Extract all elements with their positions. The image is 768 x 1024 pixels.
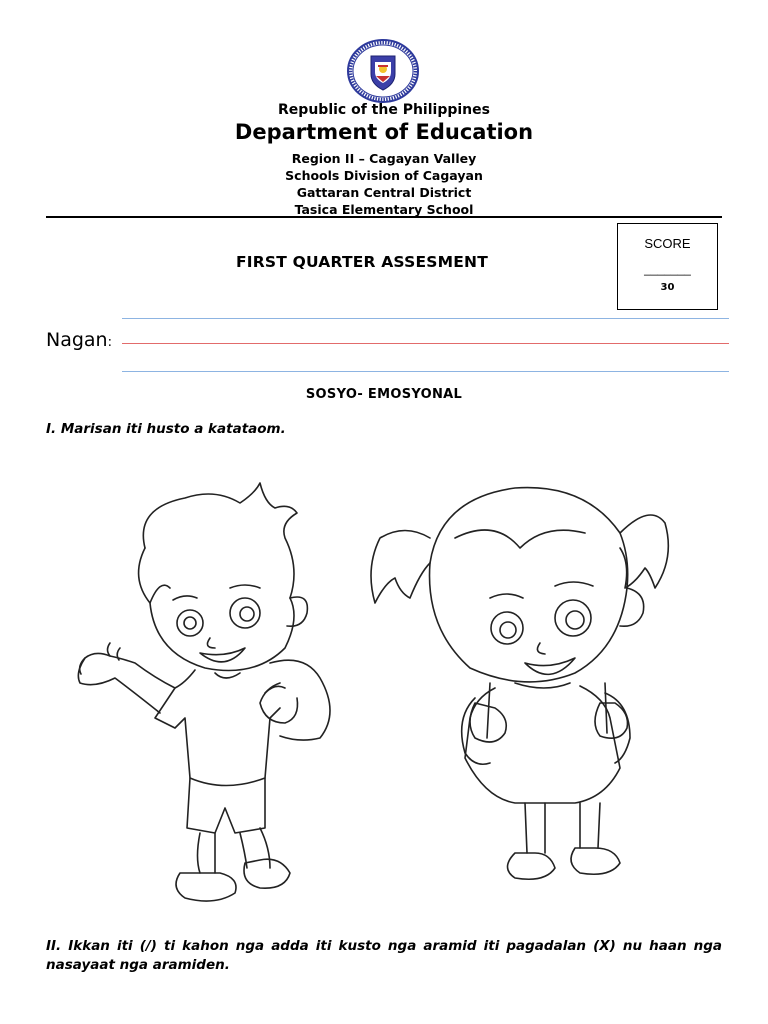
name-label (46, 329, 112, 351)
score-label: SCORE (644, 236, 691, 251)
department-heading: Department of Education (234, 120, 534, 144)
region-line: Region II – Cagayan Valley (291, 151, 477, 166)
score-total: 30 (660, 282, 675, 293)
writing-guide-bottom (122, 371, 729, 372)
writing-guide-mid[interactable] (122, 343, 729, 344)
district-line: Gattaran Central District (296, 185, 472, 200)
school-line: Tasica Elementary School (294, 202, 474, 217)
subject-heading: SOSYO- EMOSYONAL (305, 387, 463, 402)
division-line: Schools Division of Cagayan (285, 168, 483, 183)
name-label-colon: : (107, 335, 112, 350)
name-label-text: Nagan (46, 329, 108, 351)
republic-heading: Republic of the Philippines (278, 102, 490, 118)
children-coloring-illustration[interactable] (75, 478, 675, 908)
writing-guide-top (122, 318, 729, 319)
boy-figure (78, 483, 330, 901)
score-box (617, 223, 718, 310)
header-divider (46, 216, 722, 218)
assessment-title: FIRST QUARTER ASSESMENT (236, 253, 488, 271)
deped-seal-logo (345, 38, 421, 104)
score-blank[interactable]: _______ (644, 262, 691, 276)
instruction-part-1: I. Marisan iti husto a katataom. (46, 421, 286, 437)
instruction-part-2: II. Ikkan iti (/) ti kahon nga adda iti kusto nga aramid iti pagadalan (X) nu haan nga nasayaat nga aramiden. (46, 938, 722, 973)
girl-figure (371, 488, 668, 880)
